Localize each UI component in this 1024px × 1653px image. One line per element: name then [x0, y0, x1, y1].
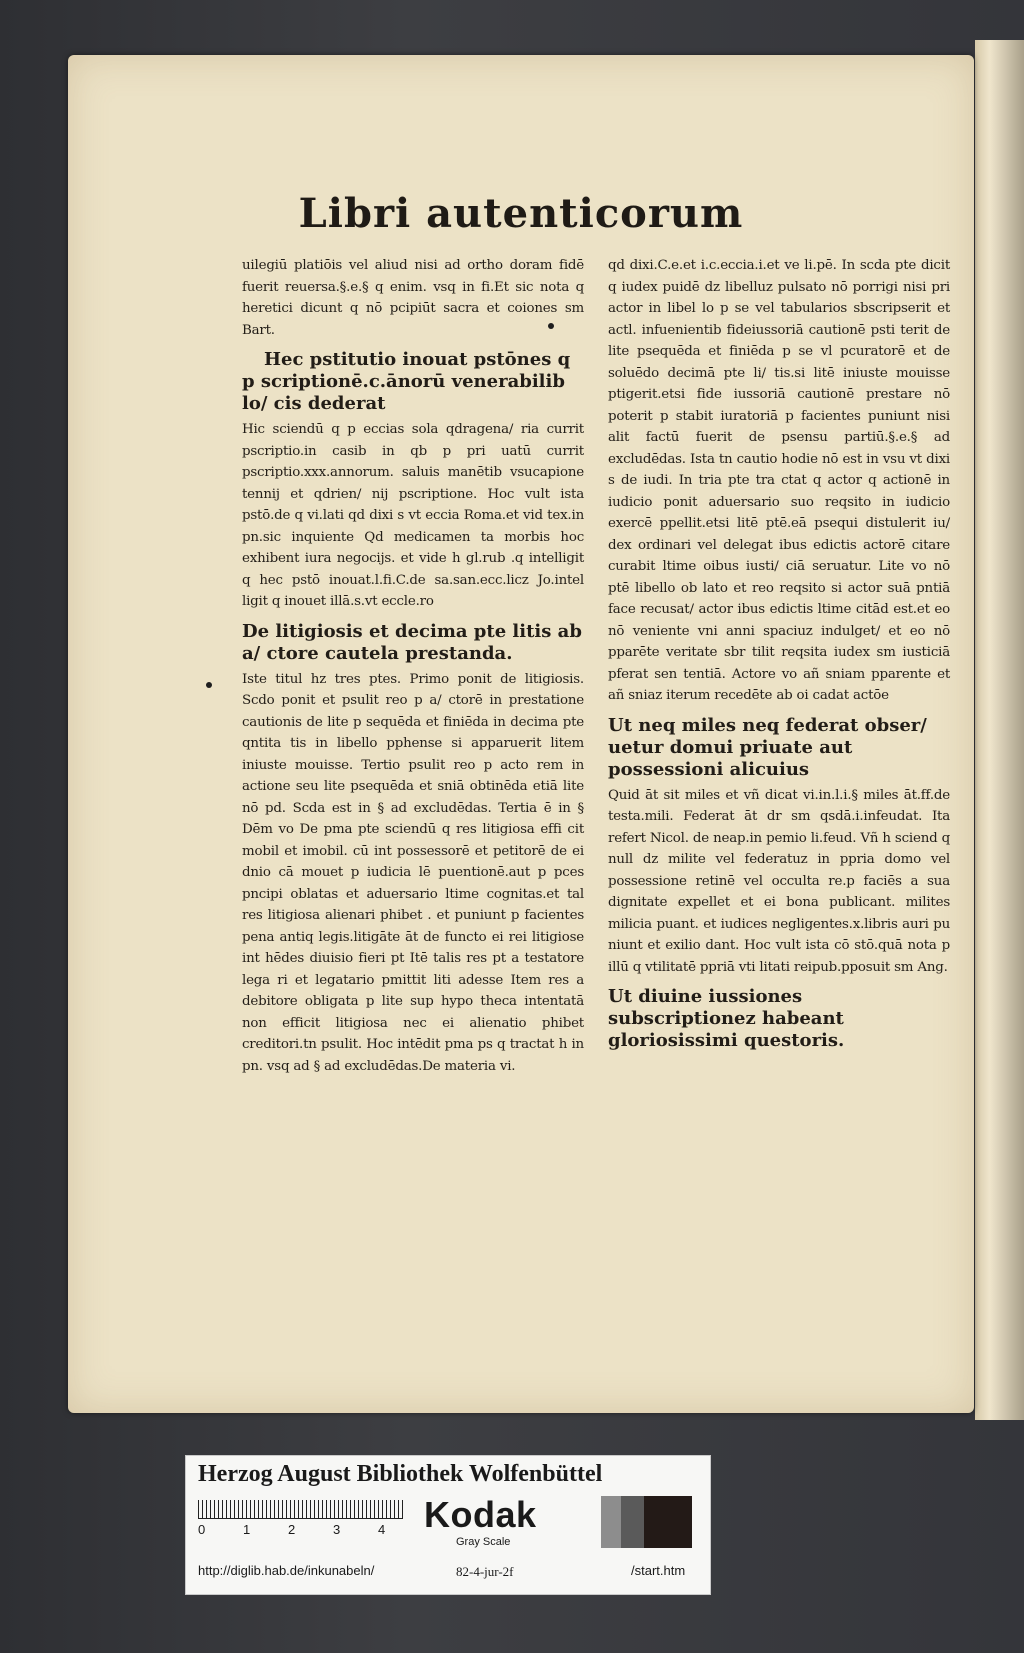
left-text-column [242, 255, 584, 1077]
library-color-target [185, 1455, 711, 1595]
gray-scale-label: Gray Scale [456, 1536, 511, 1548]
digital-library-url: http://diglib.hab.de/inkunabeln/ [198, 1563, 375, 1578]
section-heading: Hec pstitutio inouat pstōnes q p scriptionē.c.ānorū venerabilib lo/ cis dederat [242, 349, 571, 414]
ruler-number: 0 [198, 1522, 206, 1537]
ruler-numbers [198, 1522, 408, 1538]
start-link: /start.htm [631, 1563, 686, 1578]
section-heading: De litigiosis et decima pte litis ab a/ ctore cautela prestanda. [242, 620, 582, 664]
ruler-number: 1 [243, 1522, 251, 1537]
text-paragraph: uilegiū platiōis vel aliud nisi ad ortho doram fidē fuerit reuersa.§.e.§ q enim. vsq in fi.Et sic nota q heretici dicunt q nō pcipiūt sacra et coiones sm Bart. [242, 258, 584, 338]
text-paragraph: Quid āt sit miles et vñ dicat vi.in.l.i.§ miles āt.ff.de testa.mili. Federat āt dr sm qsdā.i.infeudat. Ita refert Nicol. de neap.in pemio li.feud. Vñ h sciend q null dz milite vel federatuz in ppria domo vel possessione retinē vel occulta re.p faciēs a sua dignitate expellet et ei bona publicant. milites milicia puant. et iudices negligentes.x.libris auri pu niunt et exilio dant. Hoc vult ista cō stō.quā nota p illū q vtilitatē ppriā vti litati reipub.pposuit sm Ang. [608, 787, 950, 975]
ruler-number: 3 [333, 1522, 341, 1537]
ruler-number: 2 [288, 1522, 296, 1537]
ruler-number: 4 [378, 1522, 386, 1537]
section-heading: Ut neq miles neq federat obser/ uetur domui priuate aut possessioni alicuius [608, 714, 927, 780]
library-name: Herzog August Bibliothek Wolfenbüttel [198, 1461, 603, 1487]
gray-swatch-dark [644, 1496, 692, 1548]
right-text-column [608, 255, 950, 1056]
adjacent-page-edge [975, 40, 1024, 1420]
book-page [68, 55, 974, 1413]
margin-mark [206, 682, 212, 688]
shelfmark: 82-4-jur-2f [456, 1564, 514, 1579]
text-paragraph: qd dixi.C.e.et i.c.eccia.i.et ve li.pē. In scda pte dicit q iudex puidē dz libelluz pulsato nō porrigi nisi pri actor in libel lo p se vel tabularios sbscripserit et actl. infuenientib fideiussoriā cautionē psti terit de lite psequēda et finiēda p se vl pcuratorē et de soluēdo decimā pte li/ tis.si litē iniuste mouisse ptigerit.etsi fide iussoriā cautionē prestare nō poterit p stabit iuratoriā p facientes puniunt nisi alit factū fuerit de psensu partiū.§.e.§ ad excludēdas. Ista tn cautio hodie nō est in vsu vt dixi s de iudi. In tria pte tra ctat q actor q actionē in iudicio ponit aduersario suo reqsito in iudicio exercē ppellit.etsi litē ptē.eā psequi distulerit iu/ dex ordinari vel delegat ibus edictis actorē citare curabit ltime oibus iusti/ ciā seruatur. Lite vo nō ptē libello ob lato et reo reqsito si actor suā pntiā face recusat/ actor ibus edictis ltime citād est.et eo nō veniente vni anni spaciuz indulget/ et eo nō pparēte veritate sbr tilit reqsita iudex sm iusticiā pferat sen tentiā. Actore vo añ sniam pparente et añ sniaz iterum recedēte ab oi cadat actōe [608, 258, 950, 703]
text-paragraph: Hic sciendū q p eccias sola qdragena/ ria currit pscriptio.in casib in qb p pri uatū currit pscriptio.xxx.annorum. saluis manētib vsucapione tennij et qdrien/ nij pscriptione. Hoc vult ista pstō.de q vi.lati qd dixi s vt eccia Roma.et vid tex.in pn.sic inquiente Qd medicamen ta morbis hoc exhibent iura negocijs. et vide h gl.rub .q intelligit q hec pstō inouat.l.fi.C.de sa.san.ecc.licz Jo.intel ligit q inouet illā.s.vt eccle.ro [242, 422, 584, 609]
text-paragraph: Iste titul hz tres ptes. Primo ponit de litigiosis. Scdo ponit et psulit reo p a/ ctorē in prestatione cautionis de lite p sequēda et finiēda in decima pte qntita tis in libello pphense si apparuerit litem iniuste mouisse. Tertio psulit reo p acto rem in actione seu lite psequēda et sniā obtinēda etiā lite nō pd. Scda est in § ad excludēdas. Tertia ē in § Dēm vo De pma pte sciendū q res litigiosa effi cit mobil et imobil. cū int possessorē et petitorē de ei dnio cā mouet p iudicia lē puentionē.aut p pces pncipi oblatas et aduersario ltime cognitas.et tal res litigiosa alienari phibet . et puniunt p facientes pena antiq legis.litigāte āt de functo ei rei litigiose int hēdes diuisio fieri pt Itē talis res pt a testatore lega ri et legatario pmittit liti adesse Item res a debitore obligata p lite sup hypo theca intentatā non efficit litigiosa nec ei alienatio phibet creditori.tn psulit. Hoc intēdit pma ps q tractat h in pn. vsq ad § ad excludēdas.De materia vi. [242, 671, 584, 1074]
section-heading: Ut diuine iussiones subscriptionez habeant gloriosissimi questoris. [608, 986, 845, 1051]
kodak-logo: Kodak [424, 1494, 537, 1535]
gray-swatch-light [601, 1496, 621, 1548]
measurement-ruler [198, 1500, 403, 1519]
running-head: Libri autenticorum [298, 190, 744, 237]
gray-swatch-mid [621, 1496, 644, 1548]
